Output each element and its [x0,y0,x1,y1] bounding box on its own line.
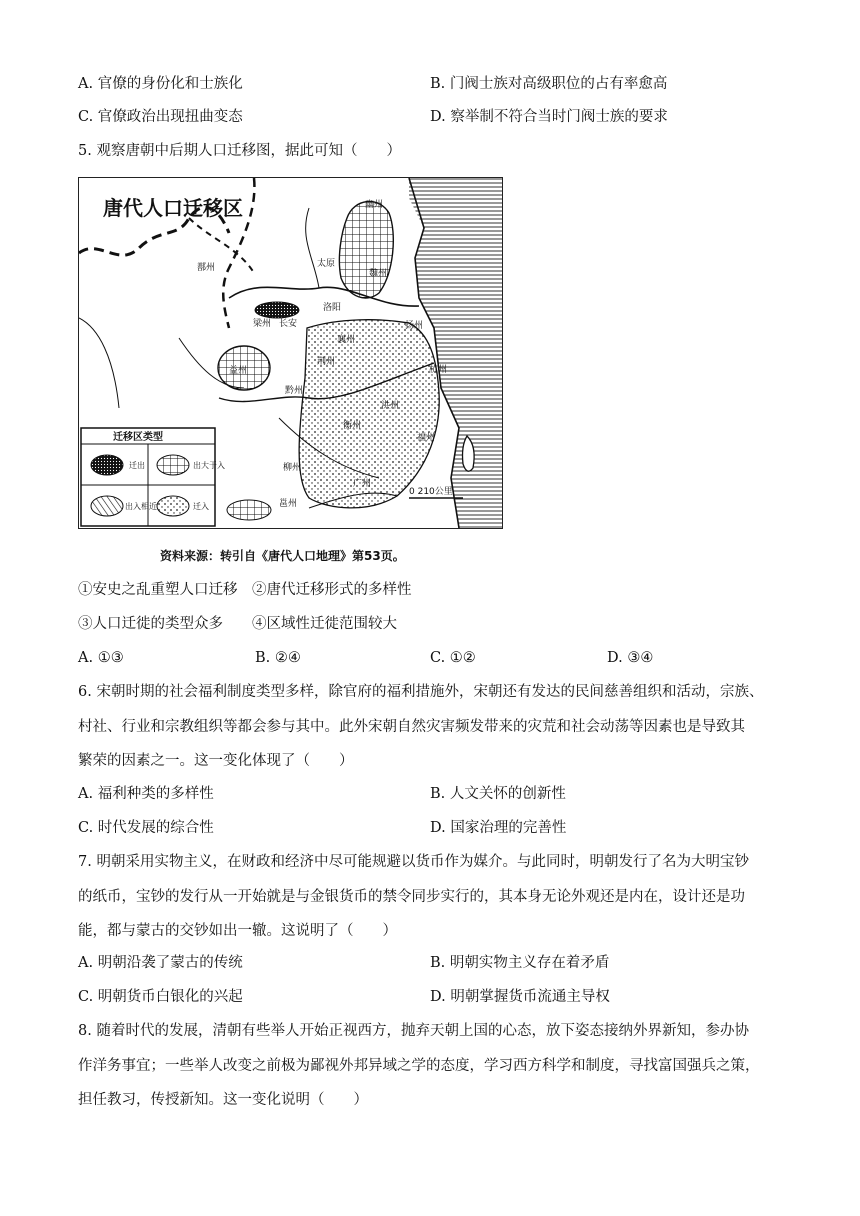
legend-in: 迁入 [193,502,209,511]
q6-line: 繁荣的因素之一。这一变化体现了（ ） [78,753,354,769]
q5-option-c: C. ①② [430,650,476,666]
q4-option-b: B. 门阀士族对高级职位的占有率愈高 [430,76,668,92]
q8-line: 8. 随着时代的发展，清朝有些举人开始正视西方，抛弃天朝上国的心态，放下姿态接纳外界新知，参办协 [78,1023,749,1039]
q5-statement-line-1: ①安史之乱重塑人口迁移 ②唐代迁移形式的多样性 [78,582,412,598]
map-label-hangzhou: 杭州 [429,365,448,375]
map-label-yangzhou: 扬州 [405,321,424,331]
q6-option-a: A. 福利种类的多样性 [78,786,214,802]
q6-line: 村社、行业和宗教组织等都会参与其中。此外宋朝自然灾害频发带来的灾荒和社会动荡等因素也是导致其 [78,718,745,735]
map-label-taiyuan: 太原 [317,259,336,269]
map-label-yizhou: 益州 [229,366,248,376]
q4-option-d: D. 察举制不符合当时门阀士族的要求 [430,109,668,125]
tang-migration-map [78,177,503,529]
map-label-fuzhou: 福州 [417,433,436,443]
legend-out: 迁出 [129,461,145,470]
map-label-liangzhou: 梁州 [253,319,272,329]
map-label-shanzhou: 鄯州 [197,263,216,273]
q8-line: 担任教习，传授新知。这一变化说明（ ） [78,1092,368,1108]
q5-option-a: A. ①③ [78,650,124,666]
map-label-guangzhou: 广州 [353,479,372,489]
map-label-qianzhou: 黔州 [285,386,304,396]
q6-option-d: D. 国家治理的完善性 [430,820,567,836]
map-label-luoyang: 洛阳 [323,303,342,313]
q7-option-b: B. 明朝实物主义存在着矛盾 [430,955,610,971]
q7-line: 7. 明朝采用实物主义，在财政和经济中尽可能规避以货币作为媒介。与此同时，明朝发行了名为大明宝钞 [78,854,749,870]
map-label-yongzhou: 邕州 [279,499,298,509]
legend-out-more: 出大于入 [193,461,225,470]
q5-stem: 5. 观察唐朝中后期人口迁移图，据此可知（ ） [78,143,401,159]
map-label-xiangzhou: 襄州 [337,335,356,345]
map-label-liuzhou: 柳州 [283,463,302,473]
q4-option-a: A. 官僚的身份化和士族化 [78,76,243,92]
map-label-jingzhou: 荆州 [317,357,336,367]
q7-option-a: A. 明朝沿袭了蒙古的传统 [78,955,243,971]
map-label-hongzhou: 洪州 [381,401,400,411]
q6-option-b: B. 人文关怀的创新性 [430,786,566,802]
map-title: 唐代人口迁移区 [103,196,243,220]
q7-option-d: D. 明朝掌握货币流通主导权 [430,989,610,1005]
map-source-caption: 资料来源：转引自《唐代人口地理》第53页。 [160,549,405,563]
q8-stem [78,1021,790,1125]
map-legend [81,428,225,526]
q5-option-b: B. ②④ [255,650,301,666]
q7-stem [78,852,790,956]
map-label-weizhou: 魏州 [369,269,388,279]
q6-option-c: C. 时代发展的综合性 [78,820,214,836]
q6-stem [78,682,790,786]
q5-statement-line-2: ③人口迁徙的类型众多 ④区域性迁徙范围较大 [78,616,397,632]
q4-option-c: C. 官僚政治出现扭曲变态 [78,109,243,125]
q7-option-c: C. 明朝货币白银化的兴起 [78,989,243,1005]
q6-line: 6. 宋朝时期的社会福利制度类型多样，除官府的福利措施外，宋朝还有发达的民间慈善组织和活动，宗族、 [78,684,764,700]
map-label-youzhou: 幽州 [365,200,384,210]
map-label-hengzhou: 衡州 [343,421,362,431]
q5-option-d: D. ③④ [607,650,654,666]
q7-line: 的纸币，宝钞的发行从一开始就是与金银货币的禁令同步实行的，其本身无论外观还是内在，设计还是功 [78,888,745,905]
map-scale: 0 210公里 [409,487,453,497]
legend-title: 迁移区类型 [113,432,163,443]
legend-balanced: 出入相近 [125,502,157,511]
q7-line: 能，都与蒙古的交钞如出一辙。这说明了（ ） [78,923,397,939]
map-label-changan: 长安 [279,319,298,329]
q8-line: 作洋务事宜；一些举人改变之前极为鄙视外邦异域之学的态度，学习西方科学和制度，寻找富国强兵之策， [78,1057,760,1074]
